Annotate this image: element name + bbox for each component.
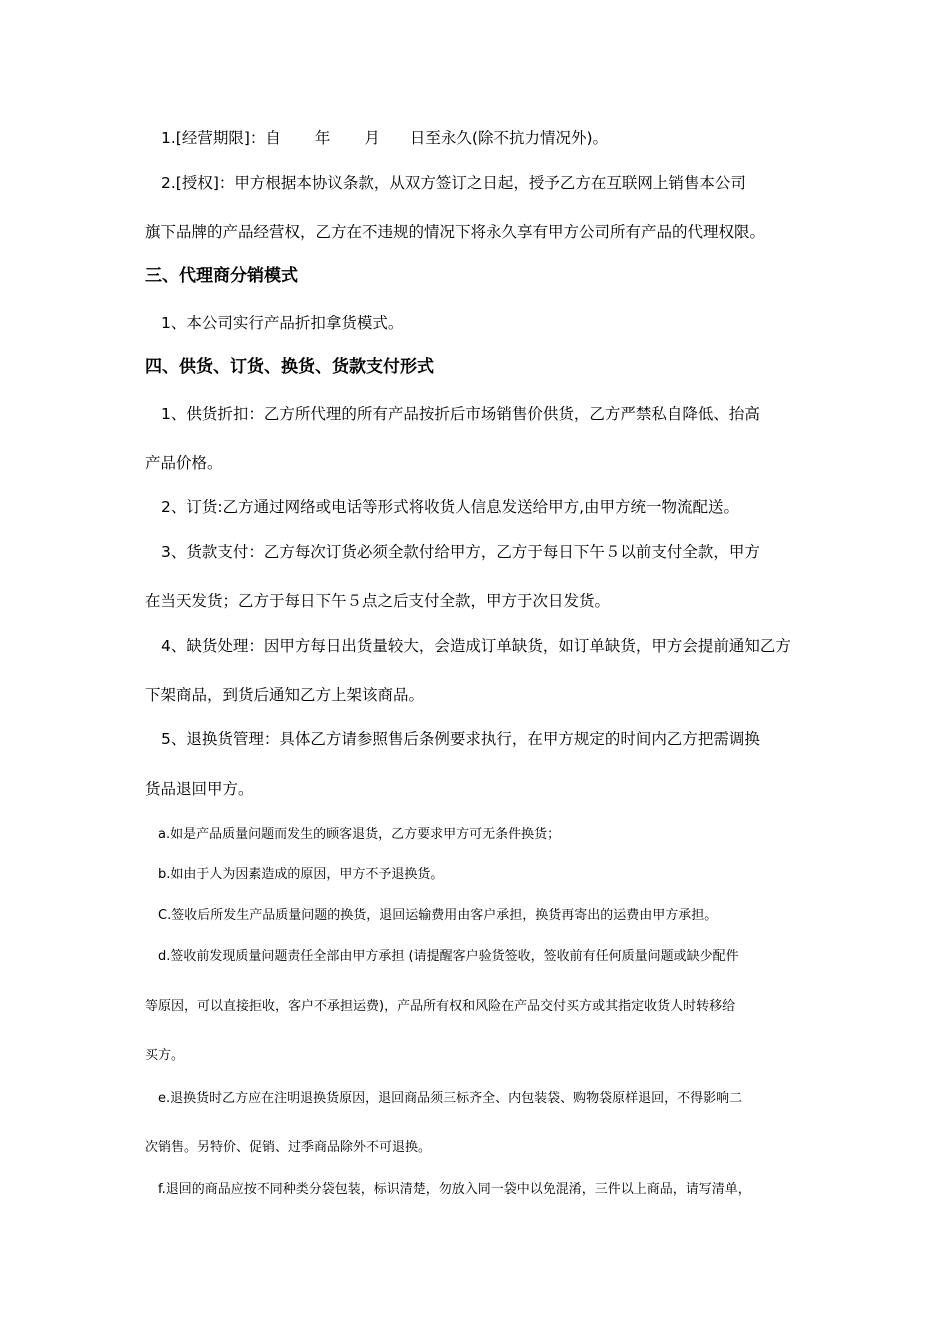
- authorization-line-1: 2.[授权]：甲方根据本协议条款，从双方签订之日起，授予乙方在互联网上销售本公司: [161, 174, 746, 192]
- supply-discount-line-2: 产品价格。: [145, 454, 223, 472]
- term-clause: 1.[经营期限]：自 年 月 日至永久(除不抗力情况外)。: [161, 129, 609, 147]
- clause-f-line-1: f.退回的商品应按不同种类分袋包装，标识清楚，勿放入同一袋中以免混淆，三件以上商品，请写清单，: [158, 1182, 751, 1197]
- shortage-line-2: 下架商品，到货后通知乙方上架该商品。: [145, 686, 425, 704]
- authorization-line-2: 旗下品牌的产品经营权，乙方在不违规的情况下将永久享有甲方公司所有产品的代理权限。: [145, 223, 766, 241]
- payment-line-1: 3、货款支付：乙方每次订货必须全款付给甲方，乙方于每日下午５以前支付全款，甲方: [161, 543, 760, 561]
- shortage-line-1: 4、缺货处理：因甲方每日出货量较大，会造成订单缺货，如订单缺货，甲方会提前通知乙方: [161, 637, 791, 655]
- clause-b: b.如由于人为因素造成的原因，甲方不予退换货。: [158, 867, 444, 882]
- ordering-line: 2、订货:乙方通过网络或电话等形式将收货人信息发送给甲方,由甲方统一物流配送。: [161, 498, 740, 516]
- clause-d-line-2: 等原因，可以直接拒收，客户不承担运费)，产品所有权和风险在产品交付买方或其指定收货人时转移给: [145, 999, 736, 1014]
- section-3-item-1: 1、本公司实行产品折扣拿货模式。: [161, 314, 404, 332]
- clause-e-line-1: e.退换货时乙方应在注明退换货原因，退回商品须三标齐全、内包装袋、购物袋原样退回，不得影响二: [158, 1091, 743, 1106]
- returns-line-1: 5、退换货管理：具体乙方请参照售后条例要求执行，在甲方规定的时间内乙方把需调换: [161, 730, 760, 748]
- section-heading-3: 三、代理商分销模式: [145, 266, 298, 286]
- returns-line-2: 货品退回甲方。: [145, 780, 254, 798]
- clause-c: C.签收后所发生产品质量问题的换货，退回运输费用由客户承担，换货再寄出的运费由甲方承担。: [158, 908, 718, 923]
- section-heading-4: 四、供货、订货、换货、货款支付形式: [145, 357, 434, 377]
- clause-d-line-1: d.签收前发现质量问题责任全部由甲方承担 (请提醒客户验货签收，签收前有任何质量问题或缺少配件: [158, 949, 739, 964]
- clause-a: a.如是产品质量问题而发生的顾客退货，乙方要求甲方可无条件换货；: [158, 827, 561, 842]
- supply-discount-line-1: 1、供货折扣：乙方所代理的所有产品按折后市场销售价供货，乙方严禁私自降低、抬高: [161, 405, 760, 423]
- clause-d-line-3: 买方。: [145, 1048, 185, 1063]
- payment-line-2: 在当天发货；乙方于每日下午５点之后支付全款，甲方于次日发货。: [145, 592, 611, 610]
- clause-e-line-2: 次销售。另特价、促销、过季商品除外不可退换。: [145, 1140, 432, 1155]
